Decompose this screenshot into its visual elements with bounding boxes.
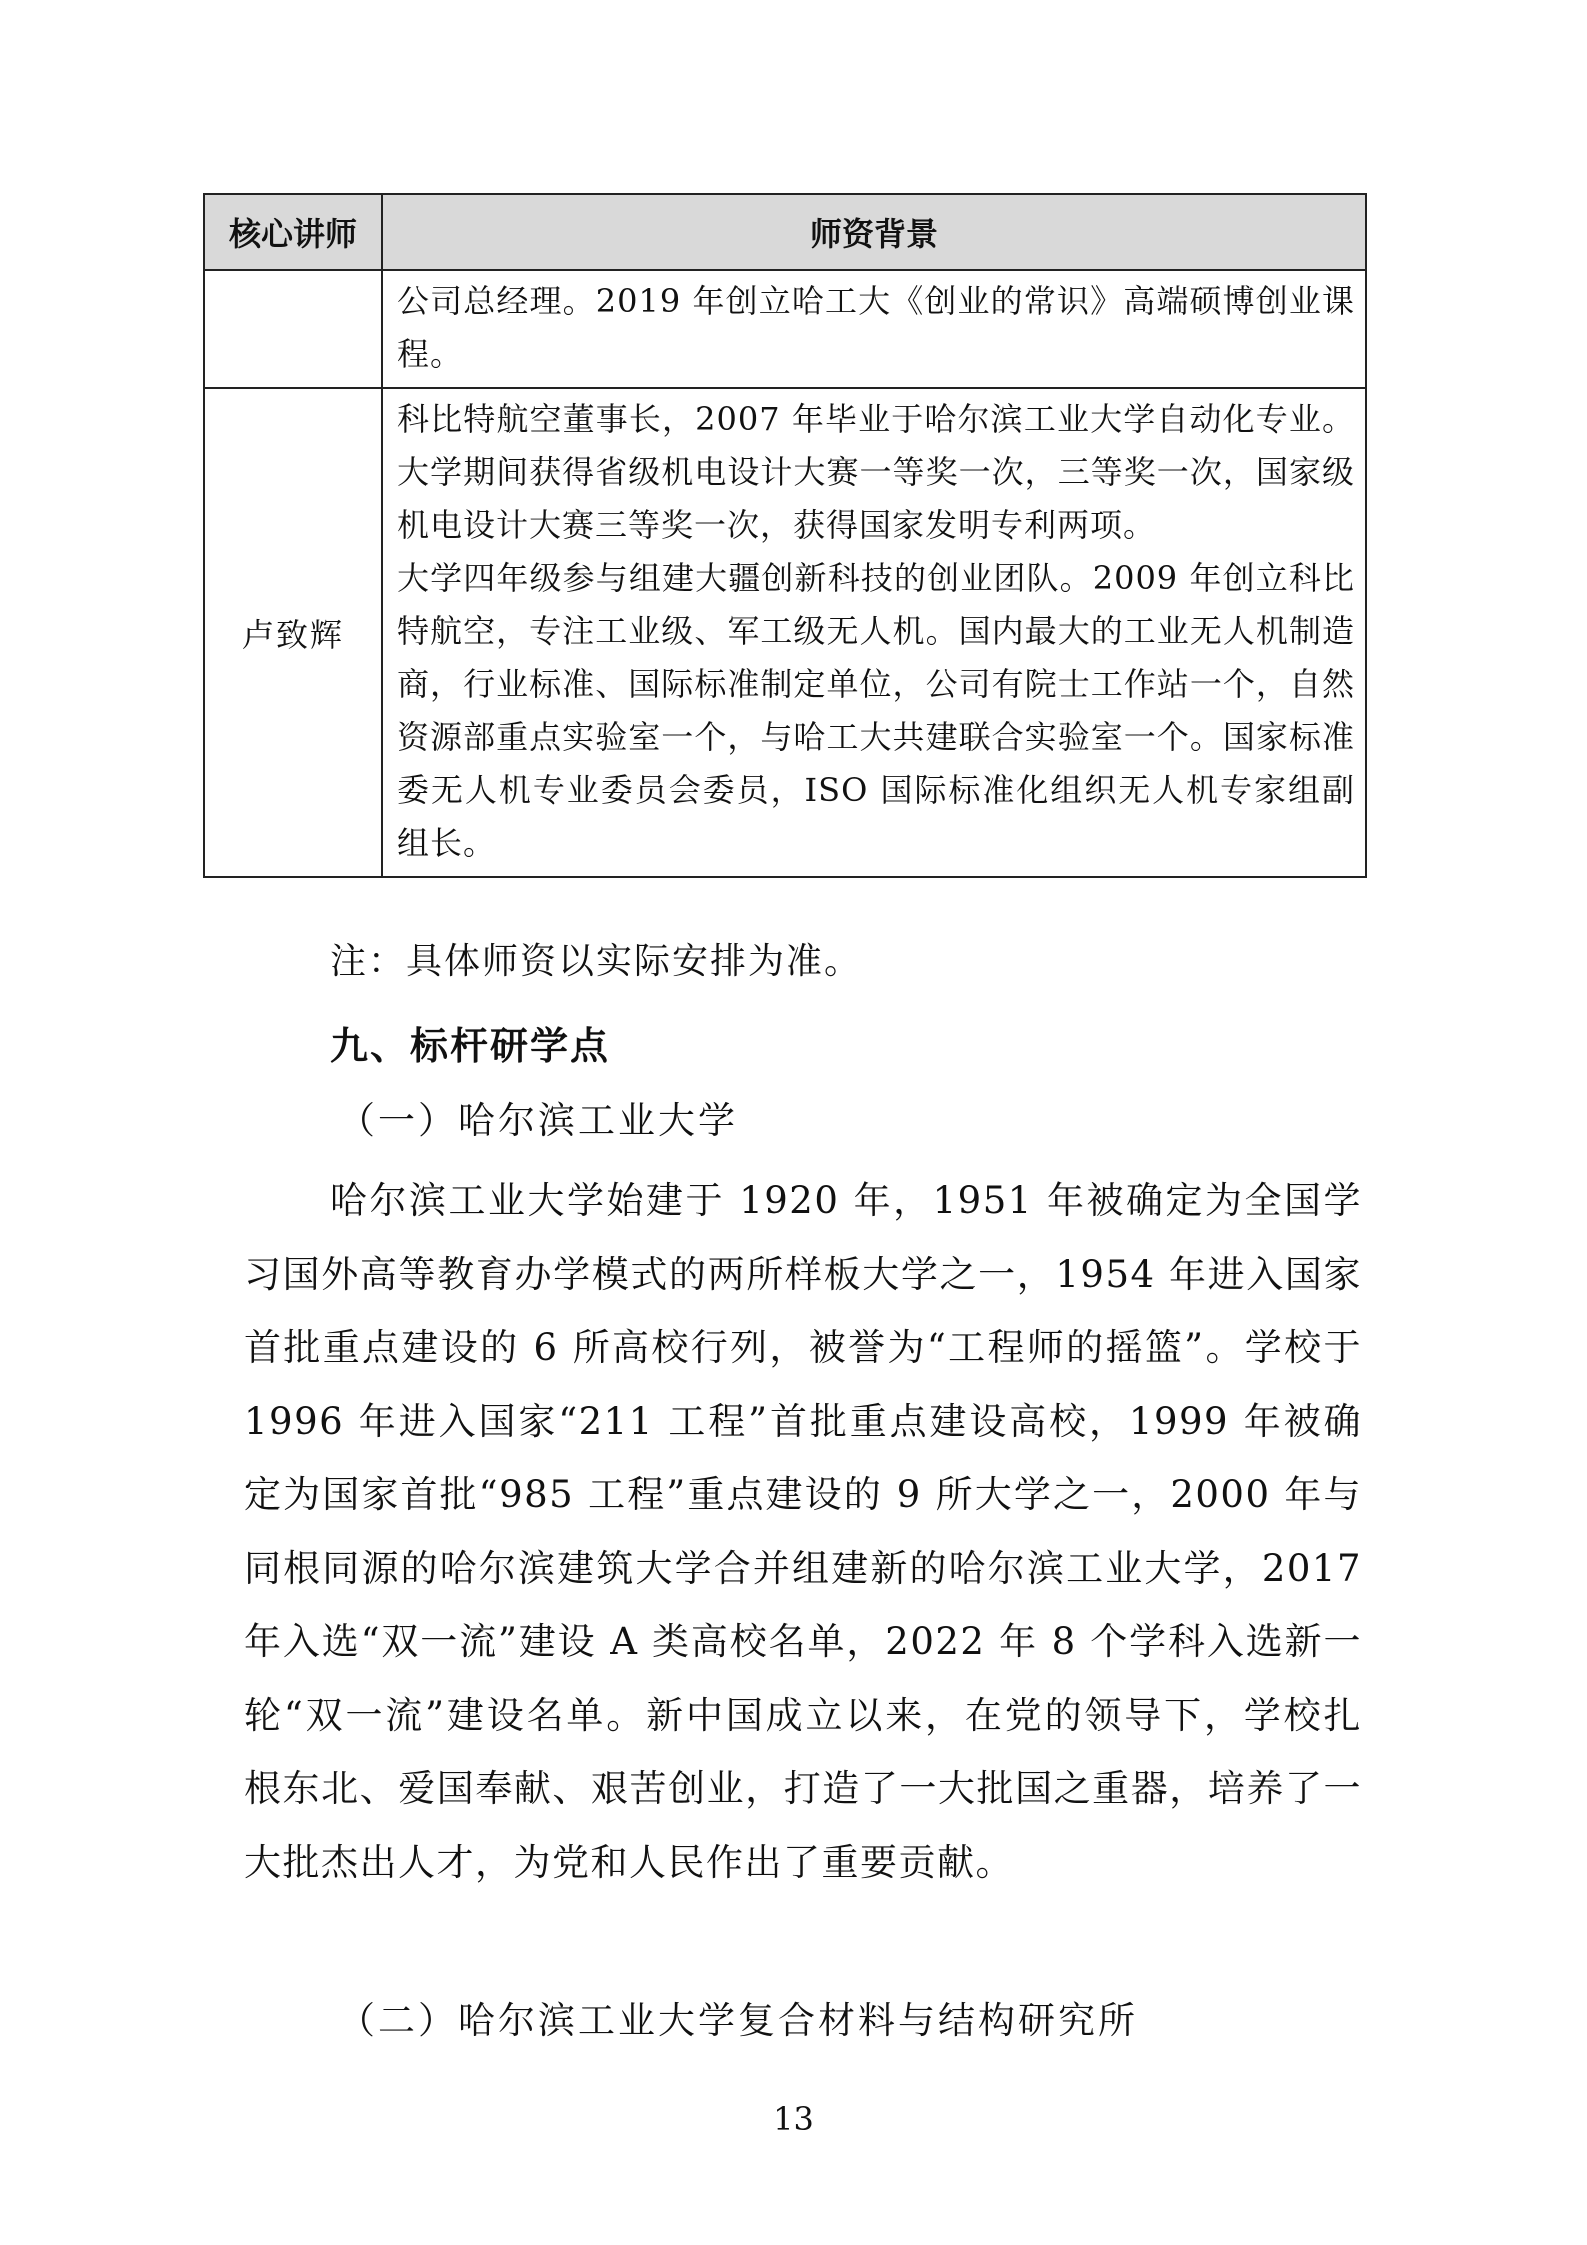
lecturer-background bbox=[382, 270, 1366, 388]
table-row bbox=[204, 270, 1366, 388]
page-number: 13 bbox=[773, 2100, 814, 2138]
table-header-row bbox=[204, 194, 1366, 270]
header-faculty-background: 师资背景 bbox=[382, 194, 1366, 270]
body-paragraph: 哈尔滨工业大学始建于 1920 年，1951 年被确定为全国学习国外高等教育办学模式的两所样板大学之一，1954 年进入国家首批重点建设的 6 所高校行列，被誉为“工程师的摇篮”。学校于 1996 年进入国家“211 工程”首批重点建设高校，1999 年被确定为国家首批“985 工程”重点建设的 9 所大学之一，2000 年与同根同源的哈尔滨建筑大学合并组建新的哈尔滨工业大学，2017 年入选“双一流”建设 A 类高校名单，2022 年 8 个学科入选新一轮“双一流”建设名单。新中国成立以来，在党的领导下，学校扎根东北、爱国奉献、艰苦创业，打造了一大批国之重器，培养了一大批杰出人才，为党和人民作出了重要贡献。 bbox=[244, 1179, 1362, 1884]
subsection-title: （二）哈尔滨工业大学复合材料与结构研究所 bbox=[338, 1999, 1138, 2042]
background-paragraph: 科比特航空董事长，2007 年毕业于哈尔滨工业大学自动化专业。 大学期间获得省级机电设计大赛一等奖一次，三等奖一次，国家级机电设计大赛三等奖一次，获得国家发明专利两项。 bbox=[397, 400, 1355, 544]
faculty-table bbox=[203, 193, 1367, 878]
lecturer-background bbox=[382, 388, 1366, 877]
header-core-lecturer: 核心讲师 bbox=[204, 194, 382, 270]
background-paragraph: 公司总经理。2019 年创立哈工大《创业的常识》高端硕博创业课程。 bbox=[397, 282, 1355, 373]
section-title: 九、标杆研学点 bbox=[330, 1024, 611, 1068]
faculty-note: 注：具体师资以实际安排为准。 bbox=[330, 941, 863, 982]
lecturer-name: 卢致辉 bbox=[204, 388, 382, 877]
background-paragraph: 大学四年级参与组建大疆创新科技的创业团队。2009 年创立科比特航空，专注工业级、军工级无人机。国内最大的工业无人机制造商，行业标准、国际标准制定单位，公司有院士工作站一个，自然资源部重点实验室一个，与哈工大共建联合实验室一个。国家标准委无人机专业委员会委员，ISO 国际标准化组织无人机专家组副组长。 bbox=[397, 559, 1355, 862]
lecturer-name bbox=[204, 270, 382, 388]
table-row bbox=[204, 388, 1366, 877]
subsection-title: （一）哈尔滨工业大学 bbox=[338, 1099, 738, 1142]
